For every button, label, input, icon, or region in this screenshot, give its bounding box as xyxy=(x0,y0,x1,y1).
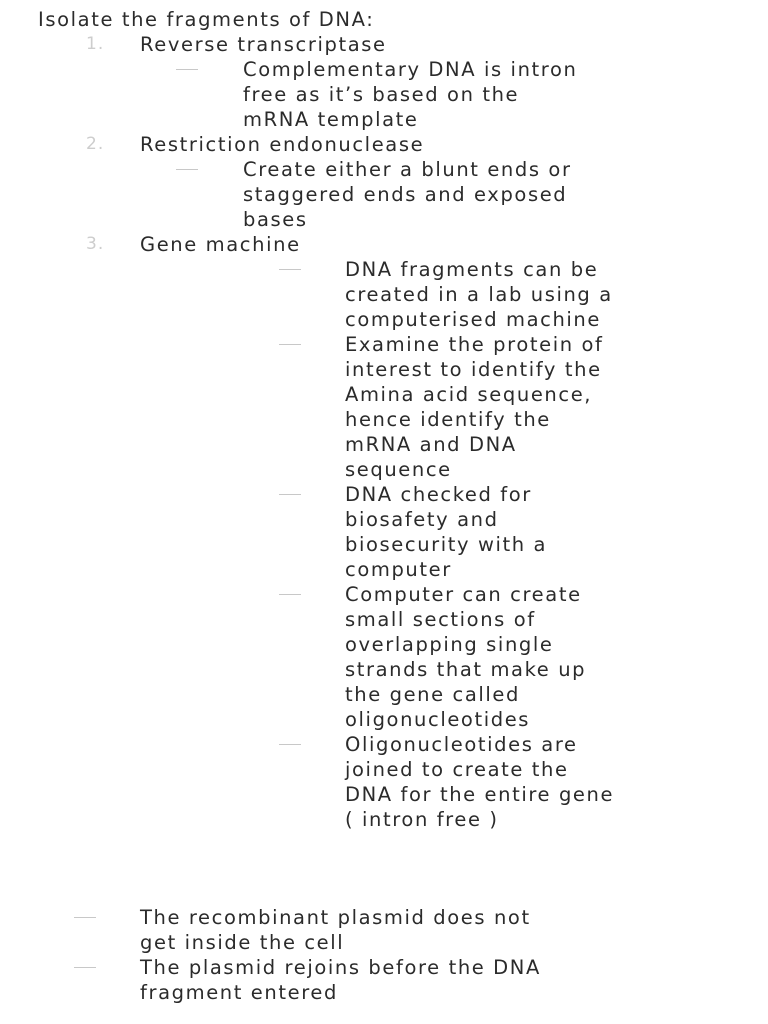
bullet-dash xyxy=(279,744,301,745)
bullet-line: DNA for the entire gene xyxy=(345,783,615,806)
bullet-line: mRNA template xyxy=(243,108,419,131)
bullet-line: free as it’s based on the xyxy=(243,83,520,106)
bullet-dash xyxy=(74,967,96,968)
step-title: Gene machine xyxy=(140,233,301,256)
bullet-line: the gene called xyxy=(345,683,521,706)
bullet-line: The plasmid rejoins before the DNA xyxy=(140,956,541,979)
bullet-line: computerised machine xyxy=(345,308,601,331)
bullet-line: ( intron free ) xyxy=(345,808,499,831)
step-title: Restriction endonuclease xyxy=(140,133,425,156)
bullet-dash xyxy=(279,494,301,495)
bullet-line: created in a lab using a xyxy=(345,283,613,306)
list-number: 2. xyxy=(86,134,105,154)
step-title: Reverse transcriptase xyxy=(140,33,387,56)
bullet-line: overlapping single xyxy=(345,633,554,656)
bullet-line: Examine the protein of xyxy=(345,333,604,356)
bullet-line: DNA fragments can be xyxy=(345,258,599,281)
bullet-dash xyxy=(279,269,301,270)
list-number: 1. xyxy=(86,34,105,54)
list-number: 3. xyxy=(86,234,105,254)
bullet-dash xyxy=(74,917,96,918)
bullet-line: computer xyxy=(345,558,452,581)
bullet-line: Computer can create xyxy=(345,583,582,606)
bullet-dash xyxy=(176,169,198,170)
bullet-line: DNA checked for xyxy=(345,483,532,506)
bullet-line: Oligonucleotides are xyxy=(345,733,578,756)
bullet-dash xyxy=(279,594,301,595)
bullet-line: strands that make up xyxy=(345,658,587,681)
bullet-line: biosecurity with a xyxy=(345,533,548,556)
bullet-line: Create either a blunt ends or xyxy=(243,158,572,181)
bullet-line: bases xyxy=(243,208,308,231)
bullet-line: staggered ends and exposed xyxy=(243,183,568,206)
bullet-line: Complementary DNA is intron xyxy=(243,58,578,81)
bullet-line: sequence xyxy=(345,458,452,481)
bullet-line: small sections of xyxy=(345,608,536,631)
bullet-line: interest to identify the xyxy=(345,358,602,381)
bullet-line: hence identify the xyxy=(345,408,551,431)
bullet-line: get inside the cell xyxy=(140,931,345,954)
bullet-dash xyxy=(279,344,301,345)
bullet-dash xyxy=(176,69,198,70)
bullet-line: fragment entered xyxy=(140,981,338,1004)
bullet-line: Amina acid sequence, xyxy=(345,383,593,406)
bullet-line: oligonucleotides xyxy=(345,708,531,731)
bullet-line: The recombinant plasmid does not xyxy=(140,906,531,929)
section-heading: Isolate the fragments of DNA: xyxy=(38,8,375,31)
bullet-line: biosafety and xyxy=(345,508,499,531)
bullet-line: joined to create the xyxy=(345,758,569,781)
bullet-line: mRNA and DNA xyxy=(345,433,517,456)
